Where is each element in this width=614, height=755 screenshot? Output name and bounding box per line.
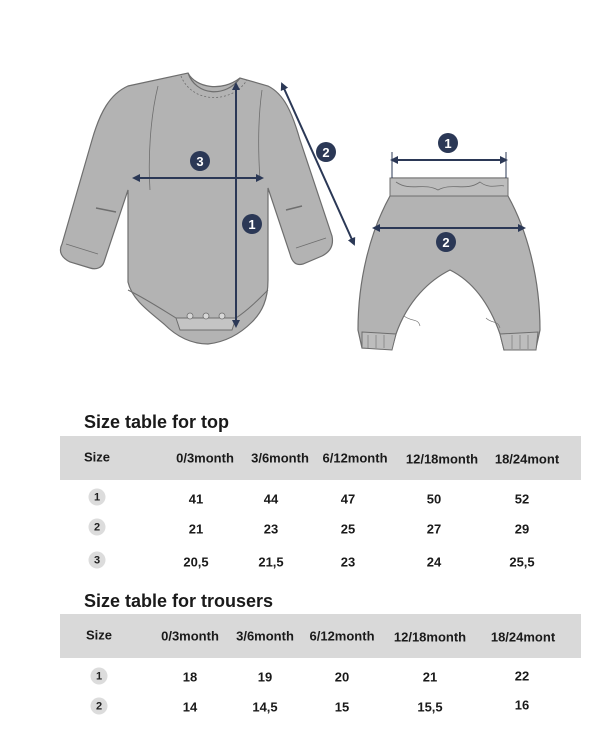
top-row-1-col-4: 50: [426, 491, 442, 507]
top-row-2-col-3: 25: [340, 521, 356, 537]
trousers-header-col-4: 12/18month: [393, 629, 467, 645]
bodysuit-drawing: [60, 73, 354, 344]
trousers-header-col-5: 18/24mont: [490, 629, 556, 645]
trousers-header-col-3: 6/12month: [309, 628, 375, 644]
trousers-badge-1: [438, 133, 458, 153]
trousers-row-1-col-1: 18: [182, 669, 198, 685]
trousers-row-1-badge: 1: [91, 668, 108, 685]
top-row-2-badge: 2: [89, 519, 106, 536]
top-row-3-col-4: 24: [426, 554, 442, 570]
svg-text:2: 2: [322, 145, 330, 160]
top-header-col-2: 3/6month: [251, 450, 309, 466]
svg-text:1: 1: [444, 136, 452, 151]
top-row-3-col-2: 21,5: [258, 554, 284, 570]
top-row-1-col-5: 52: [514, 491, 530, 507]
top-row-3-col-3: 23: [340, 554, 356, 570]
trousers-header-size: Size: [85, 627, 113, 643]
top-header-col-4: 12/18month: [405, 451, 479, 467]
bodysuit-badge-3: [190, 151, 210, 171]
trousers-row-1-col-2: 19: [257, 669, 273, 685]
top-row-2-col-1: 21: [188, 521, 204, 537]
trousers-row-1-col-4: 21: [422, 669, 438, 685]
top-row-1-col-2: 44: [263, 491, 279, 507]
top-header-col-3: 6/12month: [322, 450, 388, 466]
top-header-col-1: 0/3month: [176, 450, 234, 466]
top-row-3-badge: 3: [89, 552, 106, 569]
top-header-size: Size: [83, 449, 111, 465]
svg-text:2: 2: [442, 235, 450, 250]
top-header-col-5: 18/24mont: [494, 451, 560, 467]
top-row-3-col-1: 20,5: [183, 554, 209, 570]
svg-text:3: 3: [196, 154, 204, 169]
trousers-header-col-2: 3/6month: [236, 628, 294, 644]
trousers-row-2-col-5: 16: [514, 697, 530, 713]
top-row-2-col-5: 29: [514, 521, 530, 537]
trousers-row-1-col-5: 22: [514, 668, 530, 684]
top-row-1-col-3: 47: [340, 491, 356, 507]
trousers-row-2-col-3: 15: [334, 699, 350, 715]
bodysuit-badge-1: [242, 214, 262, 234]
svg-text:1: 1: [248, 217, 256, 232]
trousers-row-2-col-1: 14: [182, 699, 198, 715]
top-row-3-col-5: 25,5: [509, 554, 535, 570]
top-row-2-col-2: 23: [263, 521, 279, 537]
top-row-1-col-1: 41: [188, 491, 204, 507]
top-row-1-badge: 1: [89, 489, 106, 506]
bodysuit-badge-2: [316, 142, 336, 162]
trousers-table-title: Size table for trousers: [84, 591, 274, 611]
trousers-row-2-badge: 2: [91, 698, 108, 715]
trousers-badge-2: [436, 232, 456, 252]
top-row-2-col-4: 27: [426, 521, 442, 537]
trousers-header-col-1: 0/3month: [161, 628, 219, 644]
trousers-row-2-col-4: 15,5: [417, 699, 443, 715]
trousers-row-1-col-3: 20: [334, 669, 350, 685]
trousers-row-2-col-2: 14,5: [252, 699, 278, 715]
top-table-title: Size table for top: [84, 412, 230, 432]
